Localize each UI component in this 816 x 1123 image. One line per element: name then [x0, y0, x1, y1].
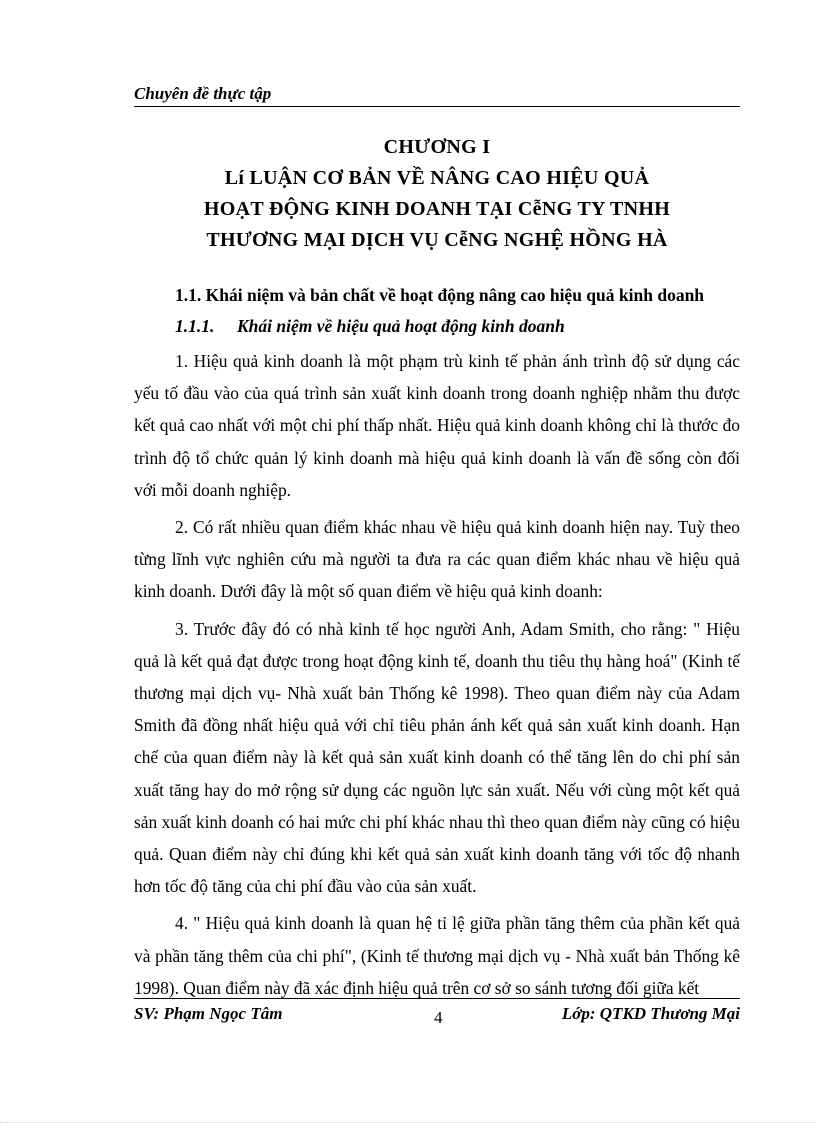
footer-class-name: Lớp: QTKD Thương Mại — [561, 1004, 740, 1023]
page-number: 4 — [434, 1008, 443, 1027]
running-header-title: Chuyên đề thực tập — [134, 84, 272, 103]
subsection-title: Khái niệm về hiệu quả hoạt động kinh doanh — [237, 316, 565, 336]
paragraph-2: 2. Có rất nhiều quan điểm khác nhau về hiệu quả kinh doanh hiện nay. Tuỳ theo từng lĩnh vực nghiên cứu mà người ta đưa ra các quan điểm khác nhau về hiệu quả kinh doanh. Dưới đây là một số quan điểm về hiệu quả kinh doanh: — [134, 517, 740, 602]
section-heading: 1.1. Khái niệm và bản chất về hoạt động nâng cao hiệu quả kinh doanh — [175, 285, 705, 305]
header-divider — [134, 106, 740, 107]
paragraph-1: 1. Hiệu quả kinh doanh là một phạm trù kinh tế phản ánh trình độ sử dụng các yếu tố đầu vào của quá trình sản xuất kinh doanh trong doanh nghiệp nhằm thu được kết quả cao nhất với một chi phí thấp nhất. Hiệu quả kinh doanh không chỉ là thước đo trình độ tổ chức quản lý kinh doanh mà hiệu quả kinh doanh là vấn đề sống còn đối với mỗi doanh nghiệp. — [134, 351, 740, 500]
subsection-number: 1.1.1. — [175, 316, 215, 336]
paragraph-4: 4. " Hiệu quả kinh doanh là quan hệ tỉ lệ giữa phần tăng thêm của phần kết quả và phần tăng thêm của chi phí", (Kinh tế thương mại dịch vụ - Nhà xuất bản Thống kê 1998). Quan điểm này đã xác định hiệu quả trên cơ sở so sánh tương đối giữa kết — [134, 913, 740, 998]
footer-student-name: SV: Phạm Ngọc Tâm — [134, 1004, 283, 1023]
chapter-title-block — [134, 132, 740, 256]
body-text — [134, 345, 740, 1009]
subsection-heading — [175, 316, 565, 337]
paragraph-3: 3. Trước đây đó có nhà kinh tế học người Anh, Adam Smith, cho rằng: " Hiệu quả là kết quả đạt được trong hoạt động kinh tế, doanh thu tiêu thụ hàng hoá" (Kinh tế thương mại dịch vụ- Nhà xuất bản Thống kê 1998). Theo quan điểm này của Adam Smith đã đồng nhất hiệu quả với chỉ tiêu phản ánh kết quả sản xuất kinh doanh. Hạn chế của quan điểm này là kết quả sản xuất kinh doanh có thể tăng lên do chi phí sản xuất tăng hay do mở rộng sử dụng các nguồn lực sản xuất. Nếu với cùng một kết quả sản xuất kinh doanh có hai mức chi phí khác nhau thì theo quan điểm này cũng có hiệu quả. Quan điểm này chỉ đúng khi kết quả sản xuất kinh doanh tăng với tốc độ nhanh hơn tốc độ tăng của chi phí đầu vào của sản xuất. — [134, 618, 740, 897]
chapter-title-line-2: HOẠT ĐỘNG KINH DOANH TẠI CễNG TY TNHH — [203, 198, 671, 220]
chapter-number: CHƯƠNG I — [383, 136, 491, 158]
chapter-title-line-1: Lí LUẬN CƠ BẢN VỀ NÂNG CAO HIỆU QUẢ — [224, 167, 650, 189]
footer-divider — [134, 998, 740, 999]
chapter-title-line-3: THƯƠNG MẠI DỊCH VỤ CễNG NGHỆ HỒNG HÀ — [206, 229, 668, 251]
